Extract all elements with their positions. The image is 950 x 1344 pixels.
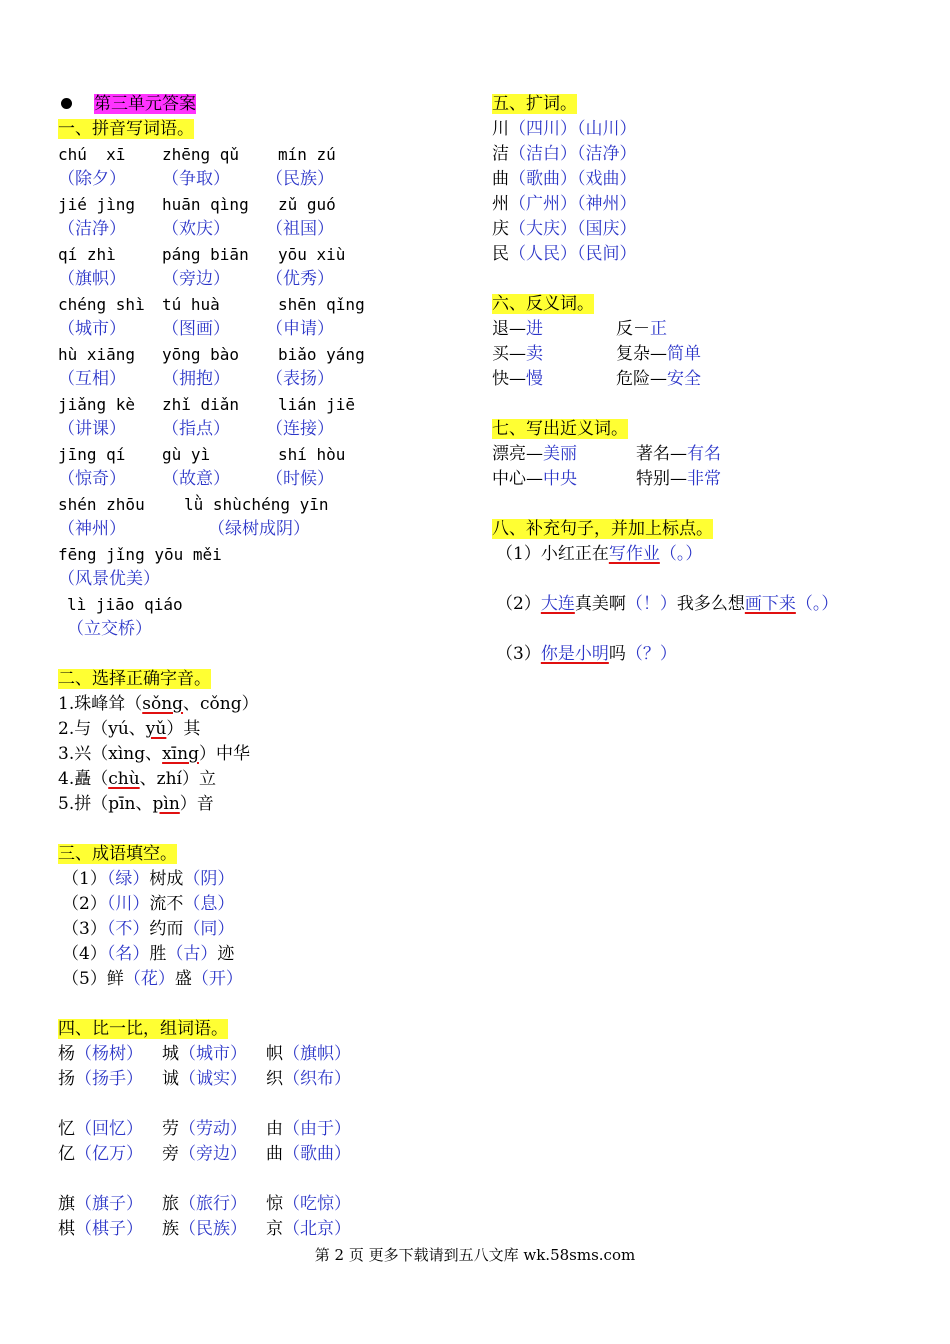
word-2: （国庆） <box>577 219 637 239</box>
section-2-title: 二、选择正确字音。 <box>58 669 211 689</box>
word-1: （人民） <box>509 244 577 264</box>
char: 帜 <box>266 1044 283 1064</box>
antonym-row <box>492 342 912 367</box>
question: 特别— <box>636 469 687 489</box>
pinyin-text: tú huà <box>162 295 220 314</box>
option-1: sǒng <box>142 694 184 714</box>
compare-cell <box>162 1067 266 1092</box>
char: 劳 <box>162 1119 179 1139</box>
pinyin-text: páng biān <box>162 245 249 264</box>
pinyin-text: zhēng qǔ <box>162 145 240 164</box>
section-5-title: 五、扩词。 <box>492 94 577 114</box>
compare-row <box>58 1142 478 1167</box>
question-text: 2.与（ <box>58 719 109 739</box>
answer-2: （同） <box>183 919 235 939</box>
expand-row <box>492 167 912 192</box>
pinyin-groups <box>58 142 478 492</box>
word-1: （洁白） <box>509 144 577 164</box>
answer-line <box>58 217 478 242</box>
word-1: （广州） <box>509 194 577 214</box>
answer-word: （讲课） <box>58 419 126 439</box>
unit-heading <box>58 92 478 117</box>
expand-row <box>492 142 912 167</box>
item-number: （2） <box>62 894 107 914</box>
answer-word: （申请） <box>266 319 334 339</box>
idiom-item <box>58 867 478 892</box>
answer-2: （阴） <box>183 869 235 889</box>
char: 曲 <box>266 1144 283 1164</box>
compare-cell <box>58 1067 162 1092</box>
compare-cell <box>266 1192 366 1217</box>
question-text: ） <box>241 694 259 714</box>
compare-cell <box>58 1042 162 1067</box>
answer: 慢 <box>526 369 543 389</box>
idiom-text: 树成 <box>149 869 184 889</box>
option-1: chù <box>108 769 140 789</box>
pinyin-text: shēn qǐng <box>278 295 365 314</box>
char: 惊 <box>266 1194 283 1214</box>
answer: 简单 <box>667 344 701 364</box>
section-7-title: 七、写出近义词。 <box>492 419 628 439</box>
option-2: yǔ <box>145 719 167 739</box>
separator: 、 <box>135 794 153 814</box>
compare-cell <box>162 1117 266 1142</box>
pinyin-line <box>58 342 478 367</box>
antonym-row <box>492 317 912 342</box>
compare-cell <box>162 1192 266 1217</box>
bullet-icon <box>61 98 72 109</box>
pinyin-line <box>58 292 478 317</box>
word-1: （大庆） <box>509 219 577 239</box>
answer-line <box>58 267 478 292</box>
pronunciation-item <box>58 692 478 717</box>
word: （旁边） <box>179 1144 247 1164</box>
pair <box>492 442 636 467</box>
word: （吃惊） <box>283 1194 351 1214</box>
word: （由于） <box>283 1119 351 1139</box>
char: 川 <box>492 119 509 139</box>
char: 亿 <box>58 1144 75 1164</box>
question: 退— <box>492 319 526 339</box>
pinyin-text: gù yì <box>162 445 211 464</box>
compare-cell <box>58 1217 162 1242</box>
page-footer: 第 2 页 更多下载请到五八文库 wk.58sms.com <box>314 1246 636 1264</box>
question-text: ）其 <box>166 719 201 739</box>
question-text: ）中华 <box>198 744 250 764</box>
item-number: （3） <box>62 919 107 939</box>
idiom-text: 胜 <box>149 944 167 964</box>
answer-word: （旗帜） <box>58 269 126 289</box>
sentence-1: （1）小红正在写作业（。） <box>496 544 703 564</box>
answer: 美丽 <box>543 444 577 464</box>
pinyin-line <box>58 442 478 467</box>
answer-1: （川） <box>106 894 150 914</box>
answer-word: （互相） <box>58 369 126 389</box>
pinyin-text: yōu xiù <box>278 245 346 264</box>
sentence-2: （2）大连真美啊（！）我多么想画下来（。） <box>496 594 839 614</box>
answer-1: （名） <box>106 944 150 964</box>
question: 买— <box>492 344 526 364</box>
char: 棋 <box>58 1219 75 1239</box>
word: （旗子） <box>75 1194 143 1214</box>
pinyin-text: chéng shì <box>58 295 145 314</box>
answer-word: （优秀） <box>266 269 334 289</box>
pair <box>636 442 721 467</box>
section-3-title: 三、成语填空。 <box>58 844 177 864</box>
idiom-list <box>58 867 478 992</box>
answer-word: （欢庆） <box>162 219 230 239</box>
spacer <box>58 1167 478 1192</box>
separator: 、 <box>183 694 201 714</box>
answer-word: （拥抱） <box>162 369 230 389</box>
pinyin-text: qí zhì <box>58 245 116 264</box>
answer-word: （惊奇） <box>58 469 126 489</box>
pair <box>616 317 667 342</box>
pair <box>636 467 721 492</box>
pinyin-line <box>58 242 478 267</box>
answer-line: （立交桥） <box>67 619 152 639</box>
question: 著名— <box>636 444 687 464</box>
idiom-text: 迹 <box>217 944 235 964</box>
answer-word: （故意） <box>162 469 230 489</box>
answer-word: （旁边） <box>162 269 230 289</box>
question-text: 5.拼（ <box>58 794 109 814</box>
answer-line <box>58 467 478 492</box>
word-1: （四川） <box>509 119 577 139</box>
char: 织 <box>266 1069 283 1089</box>
char: 旁 <box>162 1144 179 1164</box>
word: （北京） <box>283 1219 351 1239</box>
pair <box>492 317 616 342</box>
pinyin-text: jiǎng kè <box>58 395 136 414</box>
question: 复杂— <box>616 344 667 364</box>
compare-row <box>58 1067 478 1092</box>
pronunciation-item <box>58 742 478 767</box>
separator: 、 <box>139 769 157 789</box>
option-1: yú <box>108 719 129 739</box>
antonym-row <box>492 367 912 392</box>
pronunciation-item <box>58 792 478 817</box>
char: 旗 <box>58 1194 75 1214</box>
compare-row <box>58 1117 478 1142</box>
question: 危险— <box>616 369 667 389</box>
pinyin-text: yōng bào <box>162 345 240 364</box>
question-text: 1.珠峰耸（ <box>58 694 143 714</box>
answer-2: （古） <box>166 944 218 964</box>
question: 中心— <box>492 469 543 489</box>
idiom-text: 流不 <box>149 894 184 914</box>
word: （亿万） <box>75 1144 143 1164</box>
char: 京 <box>266 1219 283 1239</box>
question-text: ）立 <box>182 769 216 789</box>
idiom-text: （开） <box>191 969 243 989</box>
expand-list <box>492 117 912 267</box>
answer-word: （表扬） <box>266 369 334 389</box>
pinyin-line <box>58 392 478 417</box>
compare-cell <box>162 1042 266 1067</box>
pronunciation-item <box>58 767 478 792</box>
answer: 有名 <box>687 444 721 464</box>
pinyin-text: jīng qí <box>58 445 126 464</box>
answer-word: （祖国） <box>266 219 334 239</box>
word-2: （洁净） <box>577 144 637 164</box>
word-2: （民间） <box>577 244 637 264</box>
pinyin-text: hù xiāng <box>58 345 136 364</box>
section-4-title: 四、比一比，组词语。 <box>58 1019 228 1039</box>
compare-list <box>58 1042 478 1242</box>
pinyin-text: huān qìng <box>162 195 249 214</box>
pronunciation-list <box>58 692 478 817</box>
pinyin-text: zǔ guó <box>278 195 336 214</box>
left-column <box>58 92 478 1242</box>
pinyin-text: zhǐ diǎn <box>162 395 240 414</box>
answer-word: （民族） <box>266 169 334 189</box>
answer: 正 <box>650 319 667 339</box>
item-number: （1） <box>62 869 107 889</box>
answer-word: （除夕） <box>58 169 126 189</box>
word: （劳动） <box>179 1119 247 1139</box>
word: （回忆） <box>75 1119 143 1139</box>
word-2: （山川） <box>577 119 637 139</box>
pinyin-text: mín zú <box>278 145 336 164</box>
char: 忆 <box>58 1119 75 1139</box>
compare-row <box>58 1042 478 1067</box>
unit-title: 第三单元答案 <box>94 94 196 114</box>
answer-1: 鲜 <box>106 969 124 989</box>
compare-cell <box>266 1142 366 1167</box>
question: 漂亮— <box>492 444 543 464</box>
word: （城市） <box>179 1044 247 1064</box>
char: 由 <box>266 1119 283 1139</box>
pinyin-line: lì jiāo qiáo <box>67 595 183 614</box>
item-number: （5） <box>62 969 107 989</box>
answer: 卖 <box>526 344 543 364</box>
answer-line <box>58 367 478 392</box>
word: （棋子） <box>75 1219 143 1239</box>
answer-word: （洁净） <box>58 219 126 239</box>
answer-word: （指点） <box>162 419 230 439</box>
word: （织布） <box>283 1069 351 1089</box>
char: 庆 <box>492 219 509 239</box>
separator: 、 <box>145 744 163 764</box>
antonym-list <box>492 317 912 392</box>
pair <box>492 467 636 492</box>
question-text: 3.兴（ <box>58 744 109 764</box>
pair <box>492 342 616 367</box>
compare-cell <box>58 1117 162 1142</box>
answer-1: （不） <box>106 919 150 939</box>
compare-cell <box>162 1217 266 1242</box>
pinyin-line <box>58 142 478 167</box>
answer-word: （争取） <box>162 169 230 189</box>
idiom-text: （花） <box>123 969 175 989</box>
answer-word: （图画） <box>162 319 230 339</box>
pinyin-text: biǎo yáng <box>278 345 365 364</box>
compare-cell <box>266 1042 366 1067</box>
compare-cell <box>266 1217 366 1242</box>
option-1: xìng <box>108 744 146 764</box>
option-2: xīng <box>162 744 199 764</box>
idiom-item <box>58 942 478 967</box>
idiom-text: 约而 <box>149 919 184 939</box>
compare-cell <box>58 1142 162 1167</box>
char: 扬 <box>58 1069 75 1089</box>
compare-row <box>58 1192 478 1217</box>
word: （诚实） <box>179 1069 247 1089</box>
word: （旗帜） <box>283 1044 351 1064</box>
question: 反－ <box>616 319 650 339</box>
idiom-item <box>58 917 478 942</box>
section-1-title: 一、拼音写词语。 <box>58 119 194 139</box>
word-2: （神州） <box>577 194 637 214</box>
char: 州 <box>492 194 509 214</box>
word: （扬手） <box>75 1069 143 1089</box>
answer: 安全 <box>667 369 701 389</box>
option-2: cǒng <box>200 694 242 714</box>
compare-row <box>58 1217 478 1242</box>
pinyin-line <box>58 192 478 217</box>
pair <box>616 342 701 367</box>
answer: 非常 <box>687 469 721 489</box>
pinyin-line: shén zhōu lǜ shùchéng yīn <box>58 495 329 514</box>
sentence-3: （3）你是小明吗（？） <box>496 644 677 664</box>
question: 快— <box>492 369 526 389</box>
compare-cell <box>266 1067 366 1092</box>
compare-cell <box>58 1192 162 1217</box>
synonym-row <box>492 467 912 492</box>
answer-line: （风景优美） <box>58 569 160 589</box>
expand-row <box>492 192 912 217</box>
answer-2: 盛 <box>174 969 192 989</box>
compare-cell <box>162 1142 266 1167</box>
char: 曲 <box>492 169 509 189</box>
pinyin-text: shí hòu <box>278 445 346 464</box>
word: （民族） <box>179 1219 247 1239</box>
option-2: pìn <box>152 794 180 814</box>
answer-word: （城市） <box>58 319 126 339</box>
char: 民 <box>492 244 509 264</box>
synonym-list <box>492 442 912 492</box>
char: 诚 <box>162 1069 179 1089</box>
answer-line <box>58 167 478 192</box>
word: （歌曲） <box>283 1144 351 1164</box>
answer-word: （连接） <box>266 419 334 439</box>
pinyin-text: jié jìng <box>58 195 136 214</box>
item-number: （4） <box>62 944 107 964</box>
section-6-title: 六、反义词。 <box>492 294 594 314</box>
answer-line <box>58 417 478 442</box>
right-column <box>492 92 912 667</box>
compare-cell <box>266 1117 366 1142</box>
question-text: 4.矗（ <box>58 769 109 789</box>
answer-1: （绿） <box>106 869 150 889</box>
option-1: pīn <box>108 794 136 814</box>
pair <box>492 367 616 392</box>
option-2: zhí <box>156 769 182 789</box>
char: 族 <box>162 1219 179 1239</box>
char: 杨 <box>58 1044 75 1064</box>
word-1: （歌曲） <box>509 169 577 189</box>
word: （杨树） <box>75 1044 143 1064</box>
expand-row <box>492 242 912 267</box>
pinyin-text: chú xī <box>58 145 126 164</box>
idiom-item <box>58 967 478 992</box>
pinyin-line: fēng jǐng yōu měi <box>58 545 222 564</box>
answer-2: （息） <box>183 894 235 914</box>
question-text: ）音 <box>179 794 214 814</box>
idiom-item <box>58 892 478 917</box>
answer-line: （神州） （绿树成阴） <box>58 519 310 539</box>
pair <box>616 367 701 392</box>
char: 旅 <box>162 1194 179 1214</box>
section-8-title: 八、补充句子，并加上标点。 <box>492 519 713 539</box>
synonym-row <box>492 442 912 467</box>
expand-row <box>492 117 912 142</box>
char: 城 <box>162 1044 179 1064</box>
answer-line <box>58 317 478 342</box>
answer: 进 <box>526 319 543 339</box>
spacer <box>58 1092 478 1117</box>
char: 洁 <box>492 144 509 164</box>
answer: 中央 <box>543 469 577 489</box>
separator: 、 <box>128 719 146 739</box>
word: （旅行） <box>179 1194 247 1214</box>
expand-row <box>492 217 912 242</box>
pinyin-text: lián jiē <box>278 395 356 414</box>
pronunciation-item <box>58 717 478 742</box>
answer-word: （时候） <box>266 469 334 489</box>
word-2: （戏曲） <box>577 169 637 189</box>
